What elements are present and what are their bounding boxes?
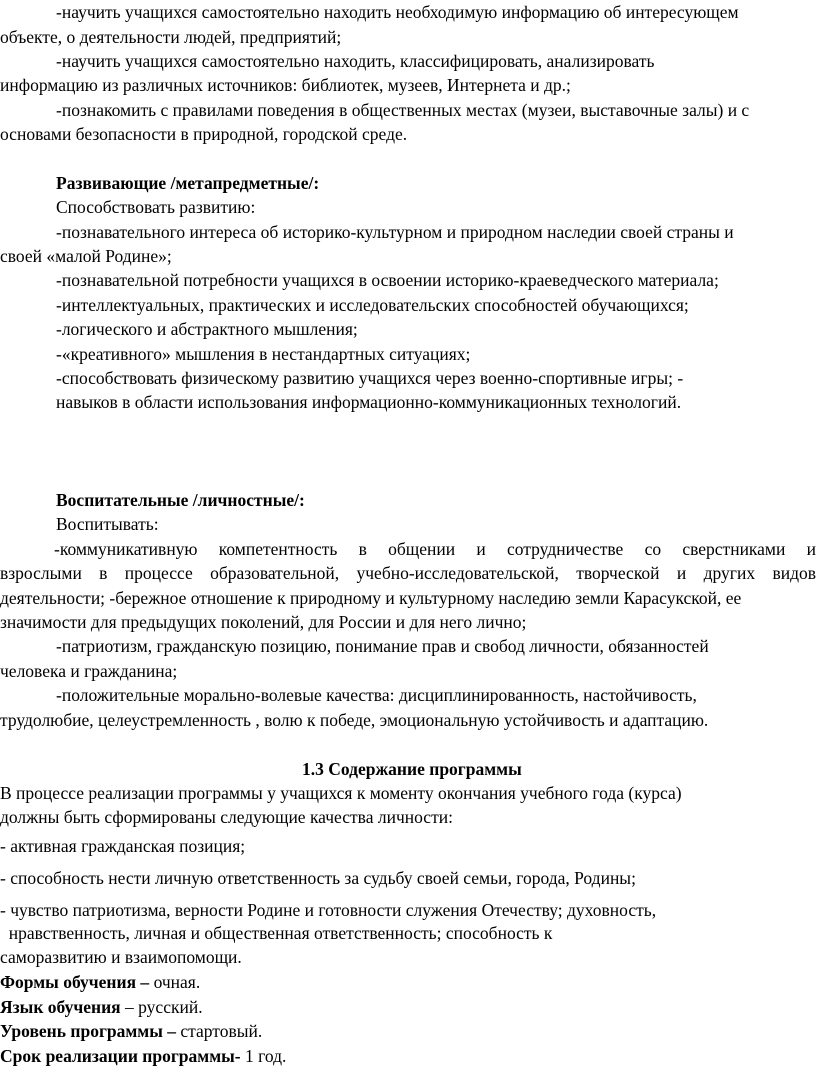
developing-item: навыков в области использования информационно-коммуникационных технологий. bbox=[56, 392, 682, 412]
upbringing-item: значимости для предыдущих поколений, для России и для него лично; bbox=[0, 612, 527, 632]
upbringing-item: деятельности; -бережное отношение к природному и культурному наследию земли Карасукской, ее bbox=[0, 588, 742, 608]
upbringing-item: -патриотизм, гражданскую позицию, понимание прав и свобод личности, обязанностей bbox=[56, 636, 709, 656]
objective-line: -познакомить с правилами поведения в общественных местах (музеи, выставочные залы) и с bbox=[56, 100, 750, 120]
info-label: Срок реализации программы- bbox=[0, 1046, 241, 1066]
developing-item: -«креативного» мышления в нестандартных ситуациях; bbox=[56, 344, 471, 364]
info-level bbox=[0, 1019, 816, 1043]
content-intro: должны быть сформированы следующие качества личности: bbox=[0, 807, 453, 827]
objective-line: основами безопасности в природной, городской среде. bbox=[0, 124, 408, 144]
objective-line: -научить учащихся самостоятельно находить необходимую информацию об интересующем bbox=[56, 2, 739, 22]
developing-heading: Развивающие /метапредметные/: bbox=[56, 173, 320, 193]
info-value: – русский. bbox=[120, 997, 203, 1017]
upbringing-intro: Воспитывать: bbox=[56, 514, 159, 534]
quality-item: саморазвитию и взаимопомощи. bbox=[0, 947, 242, 967]
info-value: 1 год. bbox=[240, 1046, 287, 1066]
upbringing-item: -коммуникативную компетентность в общении и сотрудничестве со сверстниками и bbox=[54, 539, 816, 559]
quality-item: нравственность, личная и общественная ответственность; способность к bbox=[0, 923, 553, 943]
content-intro: В процессе реализации программы у учащихся к моменту окончания учебного года (курса) bbox=[0, 783, 682, 803]
developing-intro: Способствовать развитию: bbox=[56, 197, 256, 217]
developing-item: -познавательного интереса об историко-культурном и природном наследии своей страны и bbox=[56, 222, 734, 242]
upbringing-item: трудолюбие, целеустремленность , волю к победе, эмоциональную устойчивость и адаптацию. bbox=[0, 710, 709, 730]
quality-item: - активная гражданская позиция; bbox=[0, 836, 246, 856]
quality-item: - чувство патриотизма, верности Родине и готовности служения Отечеству; духовность, bbox=[0, 900, 657, 920]
info-value: стартовый. bbox=[176, 1021, 263, 1041]
info-term bbox=[0, 1044, 816, 1068]
objective-line: объекте, о деятельности людей, предприятий; bbox=[0, 27, 342, 47]
developing-item: -логического и абстрактного мышления; bbox=[56, 319, 358, 339]
upbringing-item: взрослыми в процессе образовательной, учебно-исследовательской, творческой и других видов bbox=[0, 563, 816, 583]
info-label: Уровень программы – bbox=[0, 1021, 177, 1041]
developing-item: -способствовать физическому развитию учащихся через военно-спортивные игры; - bbox=[56, 368, 684, 388]
info-label: Язык обучения bbox=[0, 997, 121, 1017]
upbringing-item: человека и гражданина; bbox=[0, 661, 178, 681]
upbringing-heading: Воспитательные /личностные/: bbox=[56, 490, 305, 510]
quality-item: - способность нести личную ответственность за судьбу своей семьи, города, Родины; bbox=[0, 868, 636, 888]
objective-line: информацию из различных источников: библиотек, музеев, Интернета и др.; bbox=[0, 75, 571, 95]
upbringing-item: -положительные морально-волевые качества: дисциплинированность, настойчивость, bbox=[56, 685, 697, 705]
info-form bbox=[0, 970, 816, 994]
info-language bbox=[0, 995, 816, 1019]
objective-line: -научить учащихся самостоятельно находить, классифицировать, анализировать bbox=[56, 51, 655, 71]
info-label: Формы обучения – bbox=[0, 972, 150, 992]
section-heading: 1.3 Содержание программы bbox=[302, 759, 522, 779]
developing-item: -познавательной потребности учащихся в освоении историко-краеведческого материала; bbox=[56, 270, 719, 290]
developing-item: своей «малой Родине»; bbox=[0, 246, 172, 266]
info-value: очная. bbox=[149, 972, 201, 992]
developing-item: -интеллектуальных, практических и исследовательских способностей обучающихся; bbox=[56, 295, 689, 315]
